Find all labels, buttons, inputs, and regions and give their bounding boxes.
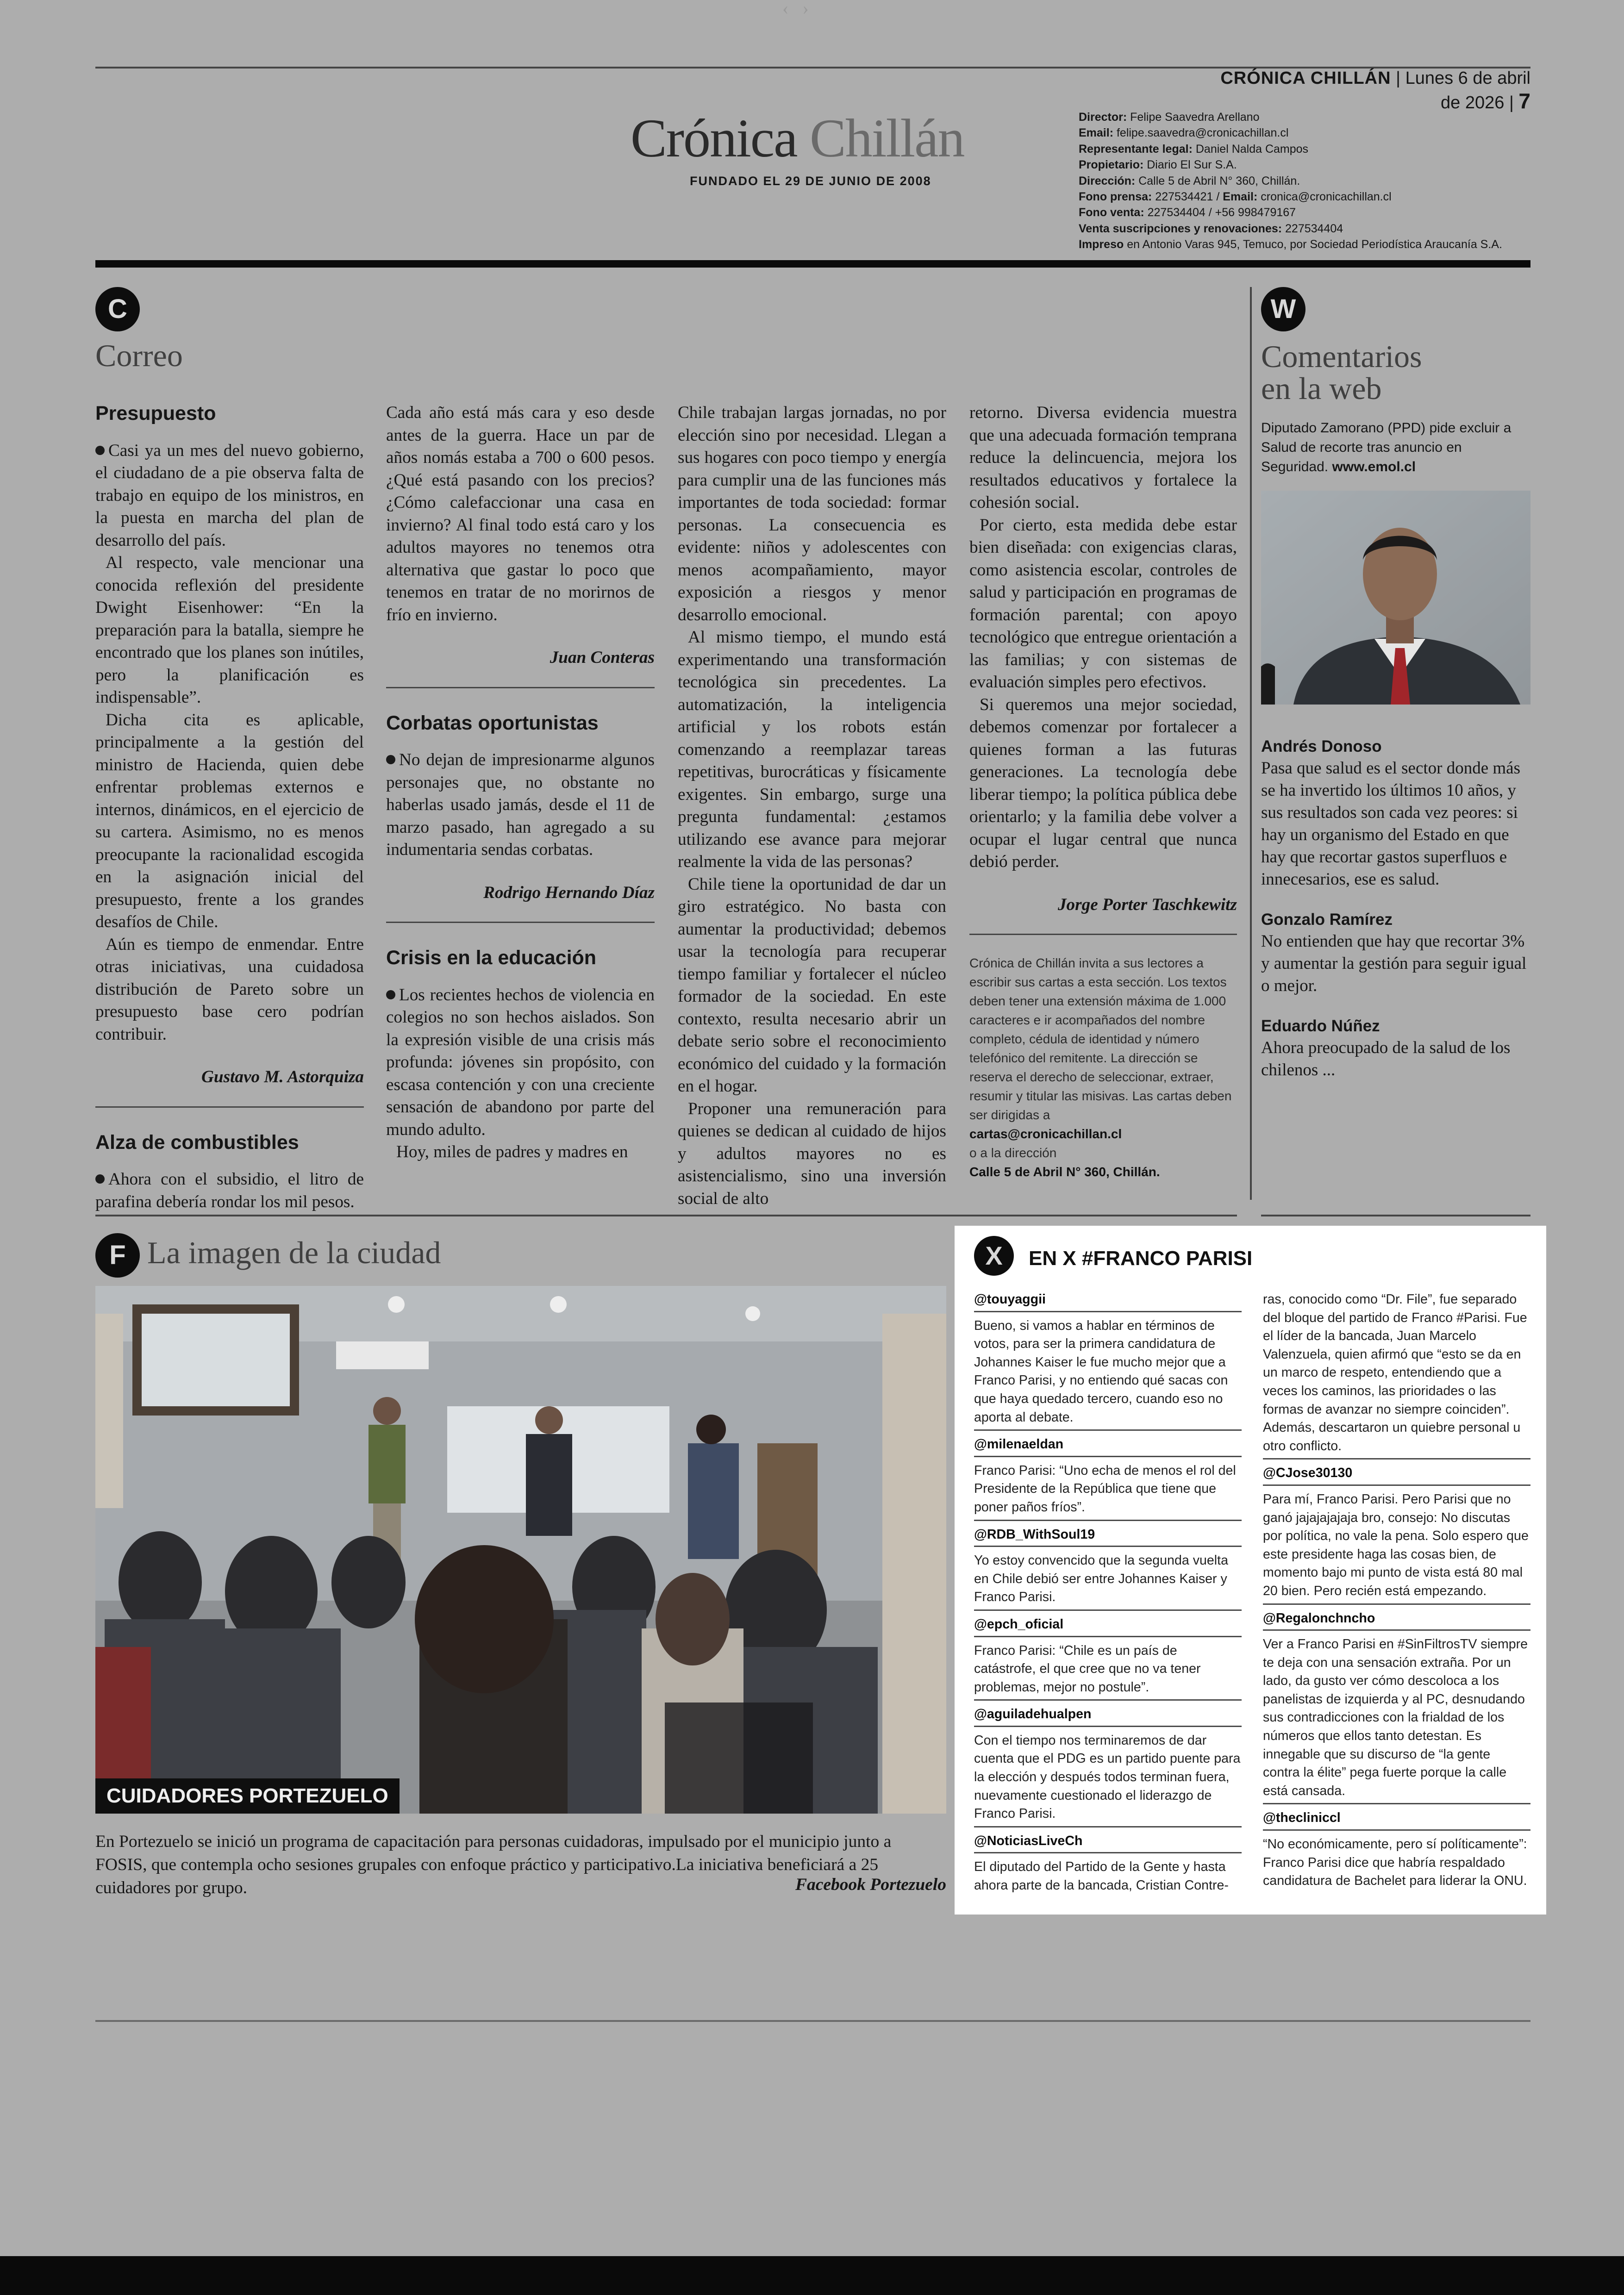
photo-credit: Facebook Portezuelo xyxy=(795,1875,946,1894)
letter-heading: Alza de combustibles xyxy=(95,1131,299,1154)
letter-paragraph: Proponer una remuneración para quienes se dedican al cuidado de hijos y adultos mayores no es asistencialismo, sino una inversión social de alto xyxy=(678,1099,946,1208)
submission-note: Crónica de Chillán invita a sus lectores a escribir sus cartas a esta sección. Los textos deben tener una extensión máxima de 1.000 caracteres e ir acompañados del nombre completo, cédula de identidad y número telefónico del remitente. La dirección se reserva el derecho de seleccionar, extraer, resumir y titular las misivas. Las cartas deben ser dirigidas a cartas@cronicachillan.cl o a la dirección Calle 5 de Abril N° 360, Chillán. xyxy=(969,954,1237,1181)
web-comment-list xyxy=(1261,736,1530,1081)
x-handle[interactable]: @RDB_WithSoul19 xyxy=(974,1526,1242,1547)
correo-badge-icon: C xyxy=(95,287,140,331)
issue-date: Lunes 6 de abril de 2026 xyxy=(1405,69,1530,112)
city-photo xyxy=(95,1286,946,1814)
x-handle[interactable]: @epch_oficial xyxy=(974,1615,1242,1637)
masthead-bottom-rule xyxy=(95,260,1530,268)
masthead-line: Impreso en Antonio Varas 945, Temuco, por Sociedad Periodística Araucanía S.A. xyxy=(1079,238,1502,251)
page-number: 7 xyxy=(1518,89,1530,113)
x-handle[interactable]: @Regalonchncho xyxy=(1263,1609,1530,1631)
bullet-icon xyxy=(95,446,105,455)
letters-address: Calle 5 de Abril N° 360, Chillán. xyxy=(969,1165,1160,1179)
letters-column-1 xyxy=(95,402,364,1213)
letter-paragraph: Dicha cita es aplicable, principalmente a la gestión del ministro de Hacienda, quien debe enfrentar problemas externos e internos, dinámicos, en el ejercicio de su cartera. Asimismo, no es menos preocupante la racionalidad escogida en la asignación inicial del presupuesto, frente a los grandes desafíos de Chile. xyxy=(95,710,364,932)
x-post-text: Franco Parisi: “Uno echa de menos el rol del Presidente de la República que tiene que poner paños fríos”. xyxy=(974,1462,1242,1521)
web-comments xyxy=(1261,418,1530,477)
x-post-text: ras, conocido como “Dr. File”, fue separado del bloque del partido de Franco #Parisi. Fue el líder de la bancada, Juan Marcelo Valenzuela, quien afirmó que “esto se da en un marco de respeto, entendiendo que a veces los caminos, las prioridades o las formas de avanzar no siempre coinciden”. Además, descartaron un quiebre personal u otro conflicto. xyxy=(1263,1291,1530,1459)
letter-paragraph: Aún es tiempo de enmendar. Entre otras iniciativas, una cuidadosa distribución de Pareto sobre un presupuesto base cero podrían contribuir. xyxy=(95,935,364,1044)
letters-column-3 xyxy=(678,402,946,1210)
letter-paragraph: retorno. Diversa evidencia muestra que una adecuada formación temprana reduce la delincuencia, mejora los resultados educativos y fortalece la cohesión social. xyxy=(969,403,1237,512)
masthead-line: Fono venta: 227534404 / +56 998479167 xyxy=(1079,206,1296,219)
letter-signature: Rodrigo Hernando Díaz xyxy=(483,883,655,902)
masthead-line: Dirección: Calle 5 de Abril N° 360, Chillán. xyxy=(1079,174,1300,187)
viewer-bottom-bar xyxy=(0,2256,1624,2295)
letter-paragraph: Cada año está más cara y eso desde antes de la guerra. Hace un par de años nomás estaba a 700 o 600 pesos. ¿Qué está pasando con los precios? ¿Cómo calefaccionar una casa en invierno? Al final todo está caro y los adultos mayores no tenemos otra alternativa que gastar lo poco que tenemos en tratar de no morirnos de frío en invierno. xyxy=(386,403,655,624)
letter-divider xyxy=(969,934,1237,935)
prev-page-icon[interactable]: ‹ xyxy=(782,0,803,19)
x-post-text: Bueno, si vamos a hablar en términos de votos, para ser la primera candidatura de Johannes Kaiser le fue mucho mejor que a Franco Parisi, y no entiendo qué sacas con que haya quedado tercero, cuando eso no aporta al debate. xyxy=(974,1317,1242,1431)
x-post-text: Con el tiempo nos terminaremos de dar cuenta que el PDG es un partido puente para la elección y después todos terminan fuera, nuevamente cuestionado el liderazgo de Franco Parisi. xyxy=(974,1732,1242,1827)
logo-word-cronica: Crónica xyxy=(631,108,797,168)
publication-name: CRÓNICA CHILLÁN xyxy=(1220,69,1391,88)
masthead-line: Venta suscripciones y renovaciones: 227534404 xyxy=(1079,222,1343,235)
letter-paragraph: No dejan de impresionarme algunos personajes que, no obstante no haberlas usado jamás, desde el 11 de marzo pasado, han agregado a su indumentaria sendas corbatas. xyxy=(386,750,655,860)
letter-paragraph: Los recientes hechos de violencia en colegios no son hechos aislados. Son la expresión visible de una crisis más profunda: jóvenes sin propósito, con escasa contención y con una creciente sensación de abandono por parte del mundo adulto. xyxy=(386,985,655,1139)
commenter-name: Eduardo Núñez xyxy=(1261,1017,1380,1035)
letter-heading: Corbatas oportunistas xyxy=(386,711,599,734)
x-post-text: El diputado del Partido de la Gente y hasta ahora parte de la bancada, Cristian Contre- xyxy=(974,1859,1229,1893)
commenter-name: Andrés Donoso xyxy=(1261,737,1382,755)
web-badge-icon: W xyxy=(1261,287,1305,331)
x-post-text: Yo estoy convencido que la segunda vuelta en Chile debió ser entre Johannes Kaiser y Franco Parisi. xyxy=(974,1552,1242,1611)
city-description: En Portezuelo se inició un programa de capacitación para personas cuidadoras, impulsado por el municipio junto a FOSIS, que contempla ocho sesiones grupales con enfoque práctico y participativo.La iniciativa beneficiará a 25 cuidadores por grupo. xyxy=(95,1832,892,1897)
photo-caption: CUIDADORES PORTEZUELO xyxy=(95,1778,400,1814)
source-link[interactable]: www.emol.cl xyxy=(1332,459,1416,474)
section-divider xyxy=(95,1215,1237,1216)
letter-paragraph: Al mismo tiempo, el mundo está experimentando una transformación tecnológica sin precedentes. La automatización, la inteligencia artificial y los robots están comenzando a reemplazar tareas repetitivas, burocráticas y físicamente exigentes. Sin embargo, surge una pregunta fundamental: ¿estamos utilizando ese avance para mejorar realmente la vida de las personas? xyxy=(678,628,946,871)
letter-paragraph: Si queremos una mejor sociedad, debemos comenzar por fortalecer a quienes forman a las futuras generaciones. La tecnología debe liberar tiempo; la política pública debe orientarlo; y la familia debe volver a ocupar el lugar central que nunca debió perder. xyxy=(969,695,1237,871)
letter-paragraph: Casi ya un mes del nuevo gobierno, el ciudadano de a pie observa falta de trabajo en equipo de los ministros, en la puesta en marcha del plan de desarrollo del país. xyxy=(95,441,364,550)
x-handle[interactable]: @thecliniccl xyxy=(1263,1809,1530,1831)
next-page-icon[interactable]: › xyxy=(802,0,823,19)
newspaper-logo xyxy=(631,108,964,168)
letter-signature: Jorge Porter Taschkewitz xyxy=(1057,895,1237,914)
masthead-line: Fono prensa: 227534421 / Email: cronica@cronicachillan.cl xyxy=(1079,190,1392,204)
x-handle[interactable]: @CJose30130 xyxy=(1263,1464,1530,1486)
masthead-credits xyxy=(1079,109,1542,253)
running-head: CRÓNICA CHILLÁN | Lunes 6 de abril de 2026 | 7 xyxy=(1220,69,1530,113)
x-post-text: Ver a Franco Parisi en #SinFiltrosTV siempre te deja con una sensación extraña. Por un lado, da gusto ver cómo descoloca a los panelistas de izquierda y al PC, desnudando sus contradicciones con la frialdad de los números que ellos tanto detestan. Es innegable que su discurso de “la gente contra la élite” pega fuerte porque la calle está cansada. xyxy=(1263,1635,1530,1804)
commenter-name: Gonzalo Ramírez xyxy=(1261,911,1393,929)
comment-text: Pasa que salud es el sector donde más se ha invertido los últimos 10 años, y sus resultados son cada vez peores: si hay un organismo del Estado en que hay que recortar gastos superfluos e innecesarios, ese es salud. xyxy=(1261,759,1520,889)
bullet-icon xyxy=(386,990,395,999)
x-posts-column-1 xyxy=(974,1291,1242,1902)
web-comment xyxy=(1261,1016,1530,1081)
web-lead: Diputado Zamorano (PPD) pide excluir a Salud de recorte tras anuncio en Seguridad. www.emol.cl xyxy=(1261,420,1512,474)
page-nav xyxy=(782,0,823,19)
city-title: La imagen de la ciudad xyxy=(147,1235,441,1270)
masthead-line: Representante legal: Daniel Nalda Campos xyxy=(1079,142,1309,156)
column-divider-vertical xyxy=(1250,287,1252,1200)
masthead-line: Email: felipe.saavedra@cronicachillan.cl xyxy=(1079,126,1289,140)
portrait-image xyxy=(1261,491,1530,705)
comment-text: No entienden que hay que recortar 3% y aumentar la gestión para seguir igual o mejor. xyxy=(1261,932,1527,995)
letter-divider xyxy=(386,922,655,923)
comment-text: Ahora preocupado de la salud de los chilenos ... xyxy=(1261,1038,1511,1079)
x-posts-panel xyxy=(955,1226,1546,1915)
x-post-text: Para mí, Franco Parisi. Pero Parisi que no ganó jajajajajaja bro, consejo: No discutas por política, no vale la pena. Solo espero que este presidente haga las cosas bien, de momento bajo mi punto de vista está 80 mal 20 bien. Pero recién está empezando. xyxy=(1263,1491,1530,1605)
bullet-icon xyxy=(95,1174,105,1184)
letter-paragraph: Chile trabajan largas jornadas, no por elección sino por necesidad. Llegan a sus hogares con poco tiempo y energía para cumplir una de las funciones más importantes de toda sociedad: formar personas. La consecuencia es evidente: niños y adolescentes con menos acompañamiento, mayor exposición a riesgos y menor desarrollo emocional. xyxy=(678,403,946,624)
x-handle[interactable]: @aguiladehualpen xyxy=(974,1705,1242,1727)
letters-column-2 xyxy=(386,402,655,1164)
letter-paragraph: Por cierto, esta medida debe estar bien diseñada: con exigencias claras, como asistencia escolar, controles de salud y participación en programas de formación parental; con apoyo tecnológico que entregue orientación a las familias; y con sistemas de evaluación simples pero efectivos. xyxy=(969,515,1237,692)
classroom-image xyxy=(95,1286,946,1814)
letter-signature: Juan Conteras xyxy=(550,648,655,667)
bullet-icon xyxy=(386,755,395,764)
x-handle[interactable]: @touyaggii xyxy=(974,1291,1242,1312)
section-divider xyxy=(1261,1215,1530,1216)
x-handle[interactable]: @milenaeldan xyxy=(974,1435,1242,1457)
web-comment xyxy=(1261,909,1530,997)
x-posts-column-2 xyxy=(1263,1291,1530,1898)
letter-paragraph: Hoy, miles de padres y madres en xyxy=(396,1142,628,1162)
letter-divider xyxy=(386,687,655,688)
web-title: Comentarios en la web xyxy=(1261,339,1422,406)
x-logo-icon: X xyxy=(974,1236,1014,1276)
letter-paragraph: Ahora con el subsidio, el litro de parafina debería rondar los mil pesos. xyxy=(95,1170,364,1211)
x-section-title: EN X #FRANCO PARISI xyxy=(1029,1247,1253,1270)
portrait-photo xyxy=(1261,491,1530,705)
letters-column-4 xyxy=(969,402,1237,1181)
logo-word-chillan: Chillán xyxy=(810,108,964,168)
bottom-rule xyxy=(95,2020,1530,2022)
city-badge-icon: F xyxy=(95,1233,140,1278)
x-post-text: “No económicamente, pero sí políticamente”: Franco Parisi dice que habría respaldado candidatura de Bachelet para liderar la ONU. xyxy=(1263,1837,1527,1889)
letter-heading: Crisis en la educación xyxy=(386,947,597,969)
letter-divider xyxy=(95,1106,364,1108)
x-handle[interactable]: @NoticiasLiveCh xyxy=(974,1832,1242,1854)
letter-heading: Presupuesto xyxy=(95,402,216,424)
masthead-line: Director: Felipe Saavedra Arellano xyxy=(1079,111,1260,124)
x-post-text: Franco Parisi: “Chile es un país de catástrofe, el que cree que no va tener problemas, mejor no postule”. xyxy=(974,1642,1242,1701)
correo-title: Correo xyxy=(95,338,183,373)
letter-paragraph: Al respecto, vale mencionar una conocida reflexión del presidente Dwight Eisenhower: “En la preparación para la batalla, siempre he encontrado que los planes son inútiles, pero la planificación es indispensable”. xyxy=(95,553,364,707)
letters-email[interactable]: cartas@cronicachillan.cl xyxy=(969,1127,1122,1141)
founding-tagline: FUNDADO EL 29 DE JUNIO DE 2008 xyxy=(690,174,931,188)
letter-signature: Gustavo M. Astorquiza xyxy=(201,1067,364,1087)
masthead-line: Propietario: Diario El Sur S.A. xyxy=(1079,158,1237,172)
web-comment xyxy=(1261,736,1530,891)
letter-paragraph: Chile tiene la oportunidad de dar un giro estratégico. No basta con aumentar la productividad; debemos usar la tecnología para recuperar tiempo familiar y fortalecer el núcleo formador de la sociedad. En este contexto, resulta necesario abrir un debate serio sobre el reconocimiento económico del cuidado y la formación en el hogar. xyxy=(678,874,946,1096)
